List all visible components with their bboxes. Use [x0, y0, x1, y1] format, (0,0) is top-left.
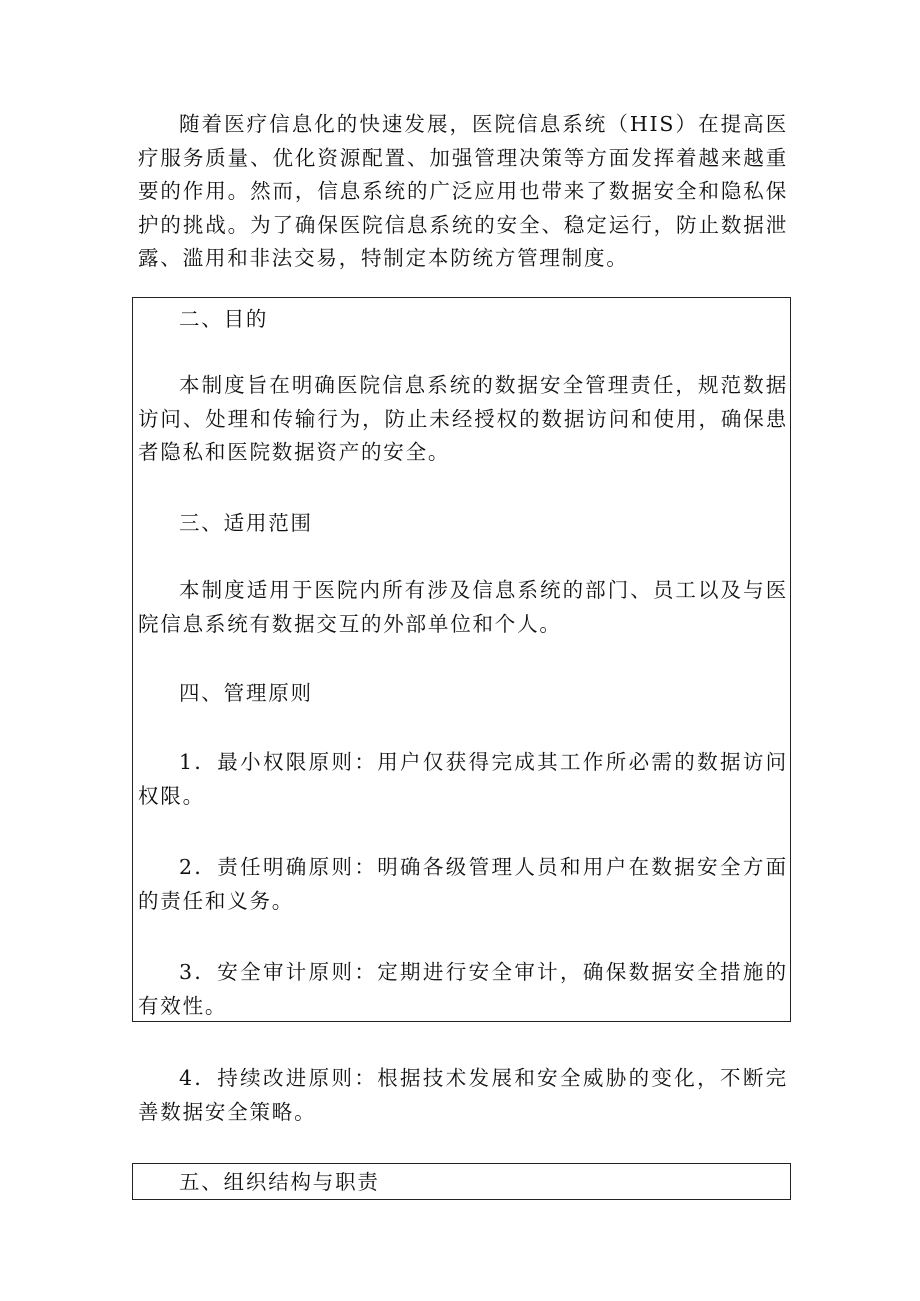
section-4-heading: 四、管理原则 — [179, 681, 313, 705]
principle-item-1: 1．最小权限原则：用户仅获得完成其工作所必需的数据访问权限。 — [138, 750, 788, 808]
principle-item-2: 2．责任明确原则：明确各级管理人员和用户在数据安全方面的责任和义务。 — [138, 855, 788, 913]
section-2-heading: 二、目的 — [179, 307, 269, 331]
section-3-body: 本制度适用于医院内所有涉及信息系统的部门、员工以及与医院信息系统有数据交互的外部单位和个人。 — [138, 578, 788, 636]
principle-item-4: 4．持续改进原则：根据技术发展和安全威胁的变化，不断完善数据安全策略。 — [138, 1066, 788, 1124]
section-5-heading: 五、组织结构与职责 — [179, 1170, 380, 1194]
section-2-body: 本制度旨在明确医院信息系统的数据安全管理责任，规范数据访问、处理和传输行为，防止未经授权的数据访问和使用，确保患者隐私和医院数据资产的安全。 — [138, 373, 788, 464]
section-3-heading: 三、适用范围 — [179, 511, 313, 535]
principle-item-3: 3．安全审计原则：定期进行安全审计，确保数据安全措施的有效性。 — [138, 960, 788, 1018]
intro-paragraph: 随着医疗信息化的快速发展，医院信息系统（HIS）在提高医疗服务质量、优化资源配置、加强管理决策等方面发挥着越来越重要的作用。然而，信息系统的广泛应用也带来了数据安全和隐私保护的挑战。为了确保医院信息系统的安全、稳定运行，防止数据泄露、滥用和非法交易，特制定本防统方管理制度。 — [138, 112, 788, 270]
